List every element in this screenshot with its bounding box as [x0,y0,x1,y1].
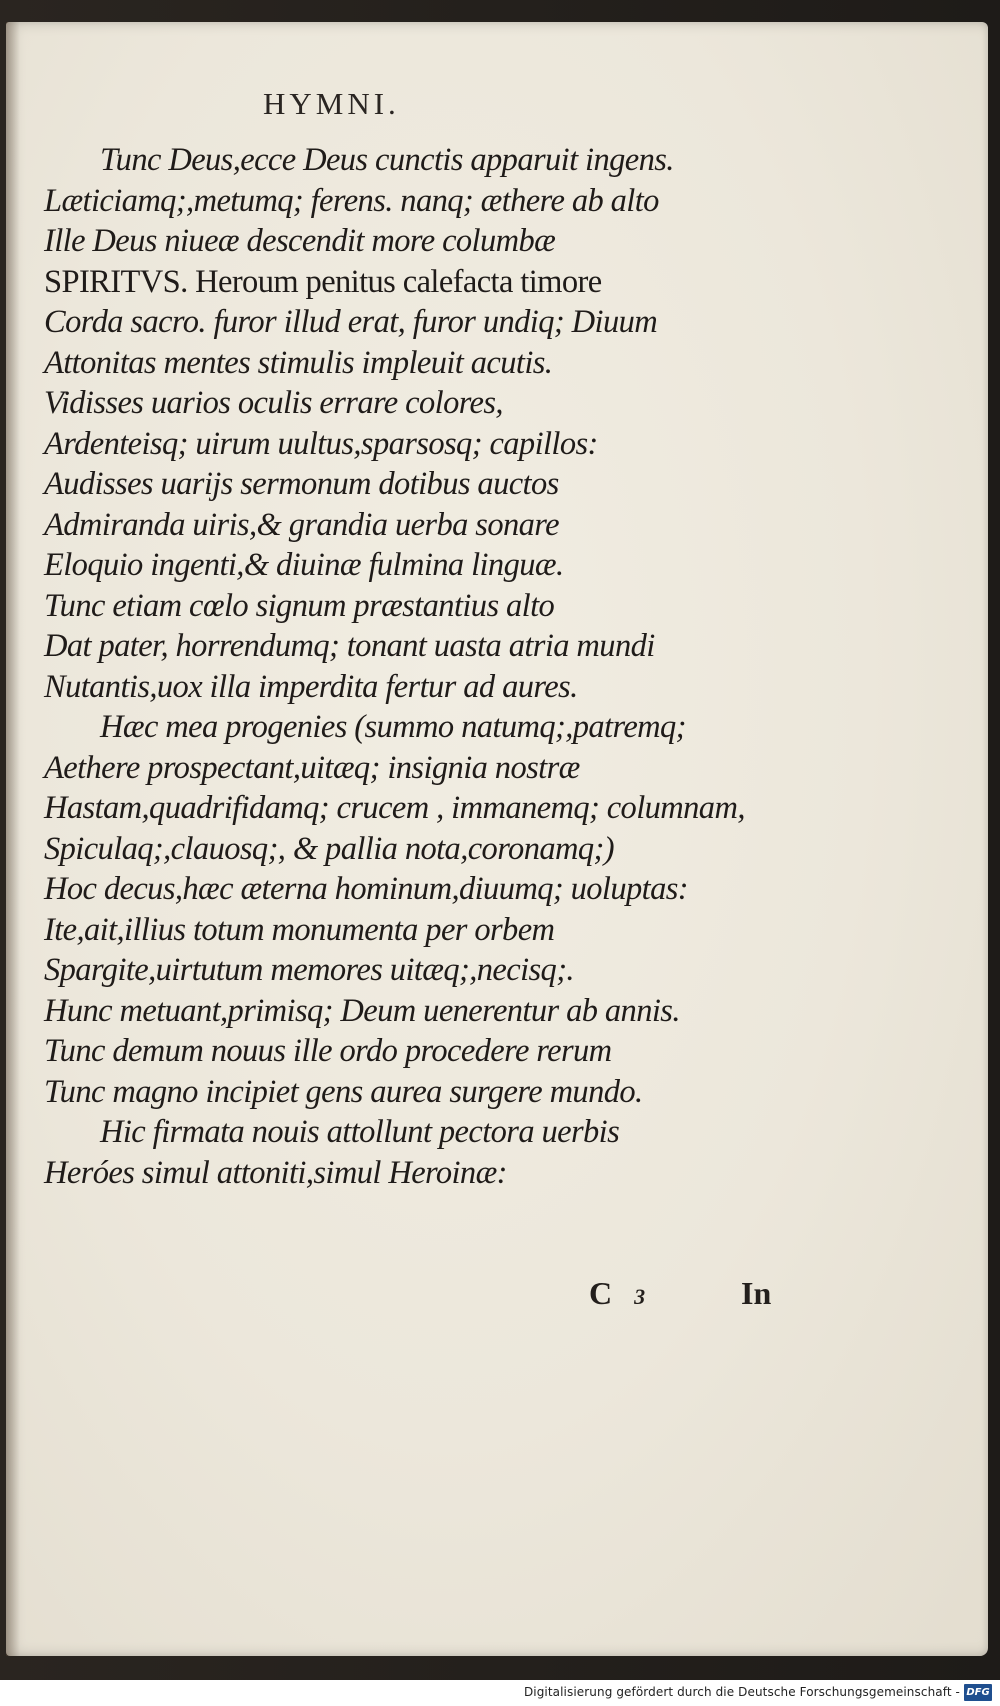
verse-line: Corda sacro. furor illud erat, furor undiq; Diuum [44,304,658,340]
verse-line: Ardenteisq; uirum uultus,sparsosq; capillos: [44,425,598,462]
signature-number: 3 [634,1284,646,1309]
verse-line: Hoc decus,hæc æterna hominum,diuumq; uoluptas: [44,871,688,907]
verse-line: Tunc demum nouus ille ordo procedere rerum [44,1033,612,1069]
verse-line: Hic firmata nouis attollunt pectora uerbis [100,1114,620,1150]
verse-line: Attonitas mentes stimulis impleuit acutis. [44,344,553,381]
verse-line: SPIRITVS. Heroum penitus calefacta timore [44,263,602,300]
verse-line: Tunc etiam cœlo signum præstantius alto [44,587,555,624]
verse-line: Aethere prospectant,uitæq; insignia nostræ [44,749,580,786]
signature-letter: C [589,1275,613,1311]
signature-mark [589,1275,645,1312]
verse-line: Tunc Deus,ecce Deus cunctis apparuit ingens. [100,142,674,178]
verse-line: Ille Deus niueæ descendit more columbæ [44,223,556,259]
verse-line: Dat pater, horrendumq; tonant uasta atria mundi [44,628,655,664]
verse-line: Spargite,uirtutum memores uitæq;,necisq;. [44,952,574,988]
page-gutter-shadow [6,22,20,1656]
verse-line: Vidisses uarios oculis errare colores, [44,385,503,421]
verse-line: Eloquio ingenti,& diuinæ fulmina linguæ. [44,547,564,583]
running-head: HYMNI. [263,86,400,121]
verse-line: Spiculaq;,clauosq;, & pallia nota,coronamq;) [44,830,614,867]
verse-line: Læticiamq;,metumq; ferens. nanq; æthere ab alto [44,182,659,219]
verse-line: Ite,ait,illius totum monumenta per orbem [44,911,555,948]
verse-line: Heróes simul attoniti,simul Heroinæ: [44,1154,507,1191]
verse-block [44,140,784,1193]
footer-bar [0,1680,1000,1706]
catchword: In [741,1275,772,1311]
verse-line: Hunc metuant,primisq; Deum uenerentur ab annis. [44,992,680,1029]
dfg-logo: DFG [964,1684,992,1701]
verse-line: Nutantis,uox illa imperdita fertur ad aures. [44,668,578,705]
verse-line: Hastam,quadrifidamq; crucem , immanemq; columnam, [44,790,745,826]
verse-line: Admiranda uiris,& grandia uerba sonare [44,506,559,543]
verse-line: Tunc magno incipiet gens aurea surgere mundo. [44,1073,643,1110]
funding-credit: Digitalisierung gefördert durch die Deutsche Forschungsgemeinschaft - [523,1685,960,1699]
verse-line: Hæc mea progenies (summo natumq;,patremq; [100,709,686,745]
verse-line: Audisses uarijs sermonum dotibus auctos [44,466,559,502]
